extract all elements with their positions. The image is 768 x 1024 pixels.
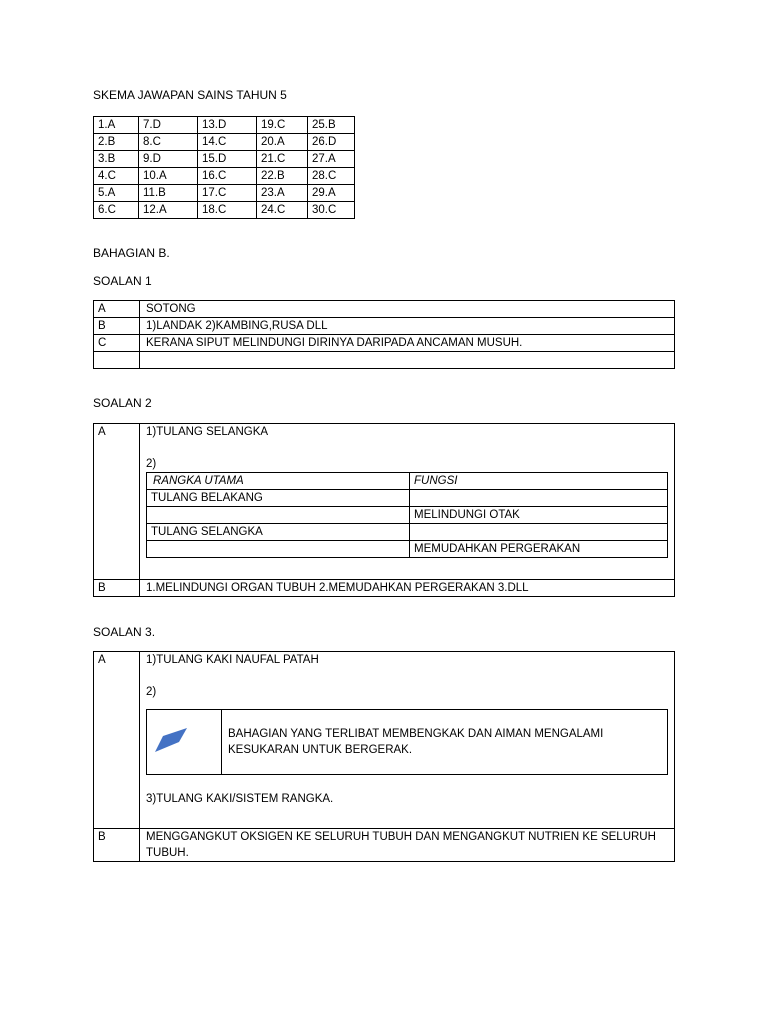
mcq-answer-table (93, 116, 355, 219)
mcq-answer-cell: 11.B (139, 185, 198, 202)
mcq-answer-cell: 17.C (198, 185, 257, 202)
mcq-answer-cell: 19.C (257, 117, 308, 134)
q2-a2: 2) (146, 458, 157, 470)
mcq-answer-cell: 21.C (257, 151, 308, 168)
q2-label: SOALAN 2 (93, 396, 152, 410)
mcq-answer-cell: 18.C (198, 202, 257, 219)
q3-a1: 1)TULANG KAKI NAUFAL PATAH (146, 654, 319, 666)
table-row (147, 541, 668, 558)
q3-label: SOALAN 3. (93, 625, 156, 639)
q3-answer-a (140, 652, 675, 829)
table-row (94, 202, 355, 219)
q1-key-cell: C (94, 335, 140, 352)
table-row (94, 318, 675, 335)
mcq-answer-cell: 1.A (94, 117, 139, 134)
q3-row-a (94, 652, 675, 829)
q2-key-a: A (94, 424, 140, 580)
mcq-answer-cell: 3.B (94, 151, 139, 168)
table-row (94, 301, 675, 318)
fungsi-cell: MEMUDAHKAN PERGERAKAN (410, 541, 668, 558)
q3-key-b: B (94, 829, 140, 862)
mcq-answer-cell: 29.A (308, 185, 355, 202)
q2-row-a (94, 424, 675, 580)
mcq-answer-cell: 28.C (308, 168, 355, 185)
rangka-cell: TULANG BELAKANG (147, 490, 410, 507)
mcq-answer-cell: 9.D (139, 151, 198, 168)
rangka-table (146, 472, 668, 558)
mcq-answer-cell: 20.A (257, 134, 308, 151)
mcq-answer-cell: 12.A (139, 202, 198, 219)
table-row (94, 117, 355, 134)
q2-key-b: B (94, 580, 140, 597)
mcq-answer-cell: 30.C (308, 202, 355, 219)
q3-picture-cell (147, 710, 222, 775)
q3-answer-b: MENGGANGKUT OKSIGEN KE SELURUH TUBUH DAN MENGANGKUT NUTRIEN KE SELURUH TUBUH. (140, 829, 675, 862)
q3-key-a: A (94, 652, 140, 829)
q3-a3: 3)TULANG KAKI/SISTEM RANGKA. (146, 793, 334, 805)
fungsi-cell: MELINDUNGI OTAK (410, 507, 668, 524)
mcq-answer-cell: 2.B (94, 134, 139, 151)
table-row (94, 335, 675, 352)
q1-label: SOALAN 1 (93, 274, 152, 288)
q2-answer-b: 1.MELINDUNGI ORGAN TUBUH 2.MEMUDAHKAN PERGERAKAN 3.DLL (140, 580, 675, 597)
mcq-answer-cell: 25.B (308, 117, 355, 134)
mcq-answer-cell: 4.C (94, 168, 139, 185)
mcq-answer-cell: 23.A (257, 185, 308, 202)
mcq-answer-cell: 26.D (308, 134, 355, 151)
mcq-answer-cell: 5.A (94, 185, 139, 202)
q2-answer-a (140, 424, 675, 580)
mcq-answer-cell: 15.D (198, 151, 257, 168)
mcq-answer-cell: 7.D (139, 117, 198, 134)
table-row (94, 134, 355, 151)
q3-picture-row (147, 710, 668, 775)
rangka-header-1: RANGKA UTAMA (147, 473, 410, 490)
mcq-answer-cell: 14.C (198, 134, 257, 151)
bone-shape-icon (155, 728, 189, 752)
rangka-header-2: FUNGSI (410, 473, 668, 490)
fungsi-cell (410, 524, 668, 541)
rangka-header-row (147, 473, 668, 490)
table-row (147, 507, 668, 524)
mcq-answer-cell: 22.B (257, 168, 308, 185)
mcq-answer-cell: 6.C (94, 202, 139, 219)
q1-answer-cell: SOTONG (140, 301, 675, 318)
mcq-answer-cell: 27.A (308, 151, 355, 168)
q2-row-b (94, 580, 675, 597)
q2-table (93, 423, 675, 597)
q1-answer-cell: 1)LANDAK 2)KAMBING,RUSA DLL (140, 318, 675, 335)
table-row (94, 151, 355, 168)
q3-row-b (94, 829, 675, 862)
q2-a1: 1)TULANG SELANGKA (146, 426, 269, 438)
mcq-answer-cell: 8.C (139, 134, 198, 151)
q3-a2: 2) (146, 686, 157, 698)
q1-table (93, 300, 675, 369)
fungsi-cell (410, 490, 668, 507)
q1-answer-cell (140, 352, 675, 369)
mcq-answer-cell: 13.D (198, 117, 257, 134)
q1-key-cell: A (94, 301, 140, 318)
section-b-heading: BAHAGIAN B. (93, 246, 170, 260)
mcq-answer-cell: 24.C (257, 202, 308, 219)
page-title: SKEMA JAWAPAN SAINS TAHUN 5 (93, 88, 287, 102)
table-row (94, 168, 355, 185)
rangka-cell: TULANG SELANGKA (147, 524, 410, 541)
q1-key-cell (94, 352, 140, 369)
table-row (147, 490, 668, 507)
rangka-cell (147, 507, 410, 524)
q1-answer-cell: KERANA SIPUT MELINDUNGI DIRINYA DARIPADA ANCAMAN MUSUH. (140, 335, 675, 352)
table-row (147, 524, 668, 541)
q3-table (93, 651, 675, 862)
table-row (94, 185, 355, 202)
table-row (94, 352, 675, 369)
mcq-answer-cell: 10.A (139, 168, 198, 185)
q1-key-cell: B (94, 318, 140, 335)
q3-box-text: BAHAGIAN YANG TERLIBAT MEMBENGKAK DAN AIMAN MENGALAMI KESUKARAN UNTUK BERGERAK. (222, 710, 668, 775)
rangka-cell (147, 541, 410, 558)
q3-picture-box (146, 709, 668, 775)
mcq-answer-cell: 16.C (198, 168, 257, 185)
